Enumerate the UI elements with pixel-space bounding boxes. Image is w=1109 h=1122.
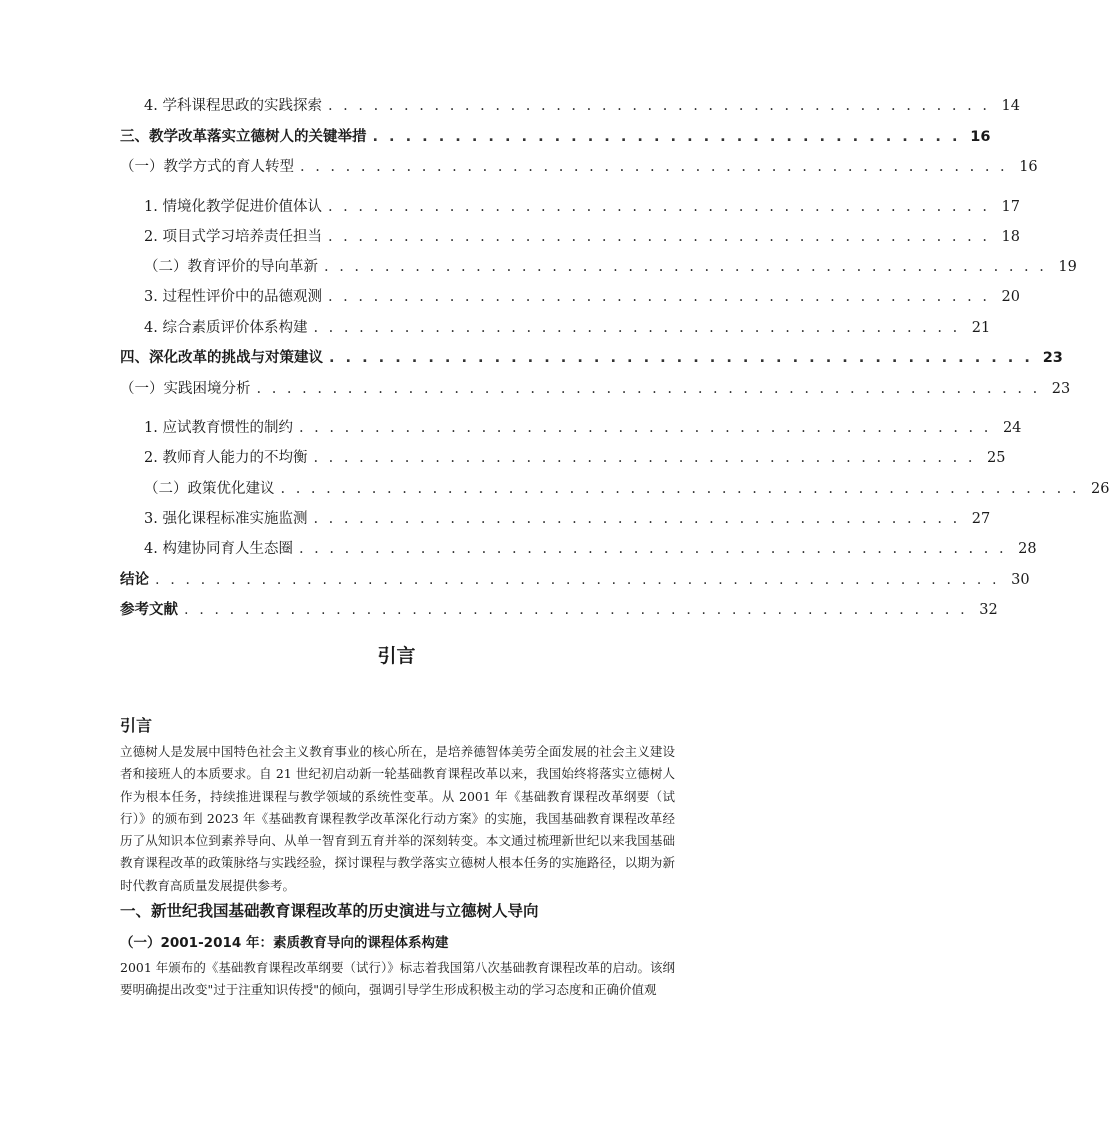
toc-entry-label: 2. 项目式学习培养责任担当 (144, 229, 322, 245)
toc-entry-label: （一）实践困境分析 (120, 381, 251, 397)
toc-entry-page: 21 (971, 320, 991, 336)
subsection-heading: （一）2001-2014 年：素质教育导向的课程体系构建 (120, 935, 449, 951)
toc-entry-page: 24 (1002, 420, 1022, 436)
body-paragraph: 2001 年颁布的《基础教育课程改革纲要（试行）》标志着我国第八次基础教育课程改革的启动。该纲要明确提出改变"过于注重知识传授"的倾向，强调引导学生形成积极主动的学习态度和正确价值观 (120, 960, 675, 998)
toc-entry-page: 16 (1019, 159, 1038, 175)
toc-entry-page: 17 (1001, 199, 1020, 215)
toc-entry-page: 20 (1001, 289, 1020, 305)
toc-entry-label: 四、深化改革的挑战与对策建议 (120, 350, 323, 366)
toc-entry-label: 结论 (120, 572, 149, 588)
toc-entry-page: 27 (971, 511, 991, 527)
chapter-heading: 一、新世纪我国基础教育课程改革的历史演进与立德树人导向 (120, 902, 539, 920)
toc-entry-label: 4. 构建协同育人生态圈 (144, 541, 293, 557)
toc-entry[interactable]: （二）政策优化建议 . . . . . . . . . . . . . . . . . . . . . . . . . . . . . . . . . . . . . . . . . . . . . . . . . . . . . 26 (144, 481, 1109, 497)
toc-entry[interactable]: 3. 过程性评价中的品德观测 . . . . . . . . . . . . . . . . . . . . . . . . . . . . . . . . . . . . . . . . . . . . 20 (144, 289, 1020, 305)
toc-entry-label: 参考文献 (120, 602, 178, 618)
toc-entry-page: 14 (1001, 98, 1020, 114)
toc-entry-page: 23 (1051, 381, 1071, 397)
intro-paragraph: 立德树人是发展中国特色社会主义教育事业的核心所在，是培养德智体美劳全面发展的社会主义建设者和接班人的本质要求。自 21 世纪初启动新一轮基础教育课程改革以来，我国始终将落实立德树人作为根本任务，持续推进课程与教学领域的系统性变革。从 2001 年《基础教育课程改革纲要（试行）》的颁布到 2023 年《基础教育课程教学改革深化行动方案》的实施，我国基础教育课程改革经历了从知识本位到素养导向、从单一智育到五育并举的深刻转变。本文通过梳理新世纪以来我国基础教育课程改革的政策脉络与实践经验，探讨课程与教学落实立德树人根本任务的实施路径，以期为新时代教育高质量发展提供参考。 (120, 744, 675, 893)
toc-entry-page: 23 (1042, 350, 1063, 366)
toc-entry[interactable]: 四、深化改革的挑战与对策建议 . . . . . . . . . . . . . . . . . . . . . . . . . . . . . . . . . . . . . . . . . . . 23 (120, 350, 1063, 366)
toc-entry[interactable]: 4. 综合素质评价体系构建 . . . . . . . . . . . . . . . . . . . . . . . . . . . . . . . . . . . . . . . . . . . 21 (144, 320, 991, 336)
intro-heading: 引言 (120, 716, 153, 735)
toc-entry[interactable]: 1. 情境化教学促进价值体认 . . . . . . . . . . . . . . . . . . . . . . . . . . . . . . . . . . . . . . . . . . . . 17 (144, 199, 1020, 215)
toc-entry[interactable]: 2. 项目式学习培养责任担当 . . . . . . . . . . . . . . . . . . . . . . . . . . . . . . . . . . . . . . . . . . . . 18 (144, 229, 1020, 245)
toc-entry[interactable]: 2. 教师育人能力的不均衡 . . . . . . . . . . . . . . . . . . . . . . . . . . . . . . . . . . . . . . . . . . . . 25 (144, 450, 1006, 466)
toc-entry[interactable]: （一）教学方式的育人转型 . . . . . . . . . . . . . . . . . . . . . . . . . . . . . . . . . . . . . . . . . . . . . . . 16 (120, 159, 1038, 175)
toc-entry-page: 25 (987, 450, 1006, 466)
toc-entry[interactable]: 4. 学科课程思政的实践探索 . . . . . . . . . . . . . . . . . . . . . . . . . . . . . . . . . . . . . . . . . . . . 14 (144, 98, 1020, 114)
section-title: 引言 (377, 645, 416, 667)
toc-entry-page: 19 (1058, 259, 1077, 275)
toc-entry[interactable]: 4. 构建协同育人生态圈 . . . . . . . . . . . . . . . . . . . . . . . . . . . . . . . . . . . . . . . . . . . . . . . 28 (144, 541, 1037, 557)
toc-entry-label: 1. 情境化教学促进价值体认 (144, 199, 322, 215)
toc-entry-page: 18 (1001, 229, 1020, 245)
toc-entry[interactable]: 1. 应试教育惯性的制约 . . . . . . . . . . . . . . . . . . . . . . . . . . . . . . . . . . . . . . . . . . . . . . 24 (144, 420, 1022, 436)
toc-entry[interactable]: 三、教学改革落实立德树人的关键举措 . . . . . . . . . . . . . . . . . . . . . . . . . . . . . . . . . . . . 16 (120, 129, 991, 145)
toc-entry[interactable]: 3. 强化课程标准实施监测 . . . . . . . . . . . . . . . . . . . . . . . . . . . . . . . . . . . . . . . . . . . 27 (144, 511, 991, 527)
toc-entry-page: 16 (970, 129, 991, 145)
toc-entry-label: 3. 强化课程标准实施监测 (144, 511, 308, 527)
toc-entry-page: 30 (1011, 572, 1030, 588)
toc-entry[interactable]: （一）实践困境分析 . . . . . . . . . . . . . . . . . . . . . . . . . . . . . . . . . . . . . . . . . . . . . . . . . . . . 23 (120, 381, 1071, 397)
toc-entry-label: 4. 学科课程思政的实践探索 (144, 98, 322, 114)
toc-entry[interactable]: （二）教育评价的导向革新 . . . . . . . . . . . . . . . . . . . . . . . . . . . . . . . . . . . . . . . . . . . . . . . . 19 (144, 259, 1077, 275)
toc-entry-label: （二）政策优化建议 (144, 481, 275, 497)
toc-entry-page: 32 (979, 602, 998, 618)
toc-entry-label: 1. 应试教育惯性的制约 (144, 420, 293, 436)
toc-entry-page: 28 (1018, 541, 1037, 557)
toc-entry-label: 3. 过程性评价中的品德观测 (144, 289, 322, 305)
toc-entry-label: 4. 综合素质评价体系构建 (144, 320, 308, 336)
toc-entry-page: 26 (1091, 481, 1109, 497)
toc-entry-label: （二）教育评价的导向革新 (144, 259, 318, 275)
toc-entry-label: 2. 教师育人能力的不均衡 (144, 450, 308, 466)
toc-entry[interactable]: 参考文献 . . . . . . . . . . . . . . . . . . . . . . . . . . . . . . . . . . . . . . . . . . . . . . . . . . . . 32 (120, 602, 998, 618)
toc-entry-label: （一）教学方式的育人转型 (120, 159, 294, 175)
toc-entry-label: 三、教学改革落实立德树人的关键举措 (120, 129, 367, 145)
toc-entry[interactable]: 结论 . . . . . . . . . . . . . . . . . . . . . . . . . . . . . . . . . . . . . . . . . . . . . . . . . . . . . . . . 30 (120, 572, 1030, 588)
